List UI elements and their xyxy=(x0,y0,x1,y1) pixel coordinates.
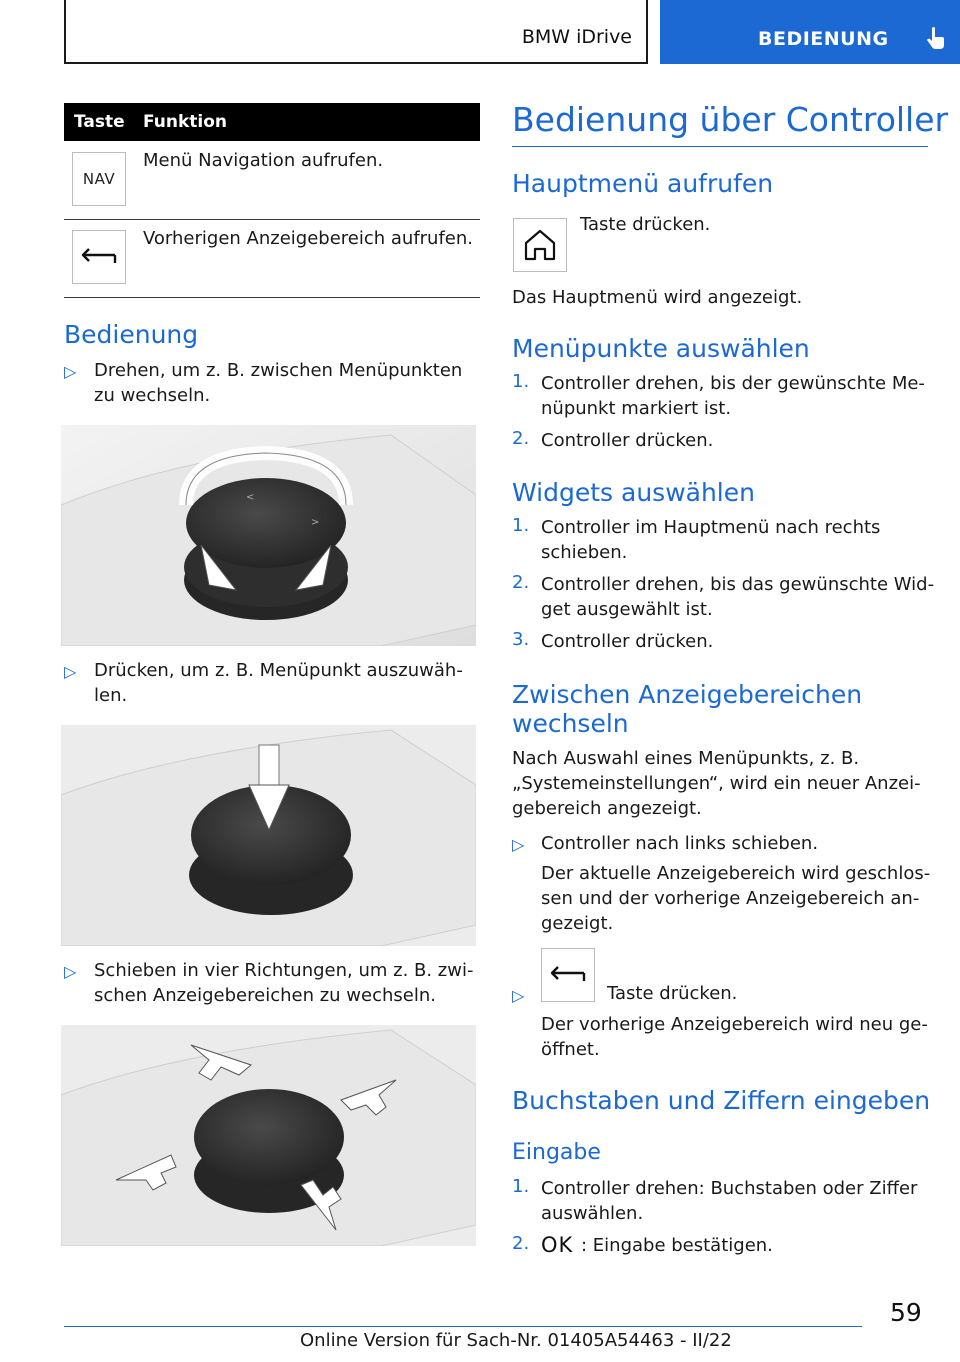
nav-key-icon xyxy=(72,152,126,206)
controller-rotate-illustration xyxy=(61,425,476,646)
home-icon xyxy=(514,219,566,271)
header-left-tab xyxy=(64,0,648,64)
bullet-marker: ▷ xyxy=(64,962,77,981)
bullet-marker: ▷ xyxy=(64,662,77,681)
step-text: Controller im Hauptmenü nach rechts xyxy=(541,517,881,538)
step-number: 2. xyxy=(512,428,530,449)
step-text: : Eingabe bestätigen. xyxy=(581,1235,773,1256)
step-number: 1. xyxy=(512,1176,530,1197)
bullet-marker: ▷ xyxy=(512,986,525,1005)
section-heading-anzeigebereiche: Zwischen Anzeigebereichen xyxy=(512,680,863,709)
back-arrow-icon xyxy=(73,231,125,283)
title-underline xyxy=(512,146,928,147)
step-text: Controller drehen, bis der gewünschte Me- xyxy=(541,373,925,394)
section-heading-eingeben: Buchstaben und Ziffern eingeben xyxy=(512,1086,931,1115)
controller-push-illustration xyxy=(61,1025,476,1246)
page-number: 59 xyxy=(890,1298,922,1327)
table-row-divider xyxy=(64,219,480,220)
intro-text: „Systemeinstellungen“, wird ein neuer Anzei- xyxy=(512,773,921,794)
page-title: Bedienung über Controller xyxy=(512,100,949,139)
table-row-divider xyxy=(64,297,480,298)
svg-text:<: < xyxy=(246,492,255,503)
bullet-marker: ▷ xyxy=(512,835,525,854)
list-item-desc: öffnet. xyxy=(541,1039,600,1060)
section-heading-anzeigebereiche-cont: wechseln xyxy=(512,709,629,738)
list-item-desc: Der vorherige Anzeigebereich wird neu ge- xyxy=(541,1014,928,1035)
step-text: schieben. xyxy=(541,542,628,563)
home-key-icon xyxy=(513,218,567,272)
back-arrow-key-icon xyxy=(72,230,126,284)
list-item: Drücken, um z. B. Menüpunkt auszuwäh- xyxy=(94,660,463,681)
back-arrow-icon xyxy=(542,949,594,1001)
list-item: schen Anzeigebereichen zu wechseln. xyxy=(94,985,436,1006)
instruction-text: Taste drücken. xyxy=(580,214,711,235)
list-item: Drehen, um z. B. zwischen Menüpunkten xyxy=(94,360,463,381)
footer-rule xyxy=(64,1326,862,1327)
hand-pointer-icon xyxy=(922,26,948,52)
list-item: Controller nach links schieben. xyxy=(541,833,819,854)
key-table-header xyxy=(64,103,480,141)
ok-key-label: OK xyxy=(541,1233,574,1257)
step-number: 1. xyxy=(512,515,530,536)
header-chapter-title: BMW iDrive xyxy=(521,26,632,48)
step-number: 3. xyxy=(512,629,530,650)
step-text: Controller drücken. xyxy=(541,631,714,652)
column-function-header: Funktion xyxy=(143,112,228,132)
result-text: Das Hauptmenü wird angezeigt. xyxy=(512,287,803,308)
column-key-header: Taste xyxy=(74,112,125,132)
section-heading-bedienung: Bedienung xyxy=(64,320,199,349)
section-heading-menuepunkte: Menüpunkte auswählen xyxy=(512,334,810,363)
svg-text:>: > xyxy=(311,517,320,528)
step-text: Controller drehen: Buchstaben oder Ziffer xyxy=(541,1178,918,1199)
online-version-note: Online Version für Sach-Nr. 01405A54463 - II/22 xyxy=(300,1330,732,1351)
controller-press-illustration xyxy=(61,725,476,946)
header-section-title: BEDIENUNG xyxy=(758,28,889,50)
controller-rotate-image xyxy=(61,425,476,646)
intro-text: gebereich angezeigt. xyxy=(512,798,702,819)
bullet-marker: ▷ xyxy=(64,362,77,381)
header-section-tab xyxy=(660,0,960,64)
list-item-desc: sen und der vorherige Anzeigebereich an- xyxy=(541,888,920,909)
step-text: get ausgewählt ist. xyxy=(541,599,713,620)
step-text: Controller drehen, bis das gewünschte Wid- xyxy=(541,574,935,595)
instruction-text: Taste drücken. xyxy=(607,983,738,1004)
section-heading-hauptmenue: Hauptmenü aufrufen xyxy=(512,169,774,198)
section-heading-widgets: Widgets auswählen xyxy=(512,478,755,507)
back-arrow-key-icon xyxy=(541,948,595,1002)
step-text: auswählen. xyxy=(541,1203,644,1224)
table-row-function: Menü Navigation aufrufen. xyxy=(143,150,384,171)
subheading-eingabe: Eingabe xyxy=(512,1140,601,1165)
list-item-desc: gezeigt. xyxy=(541,913,614,934)
step-number: 1. xyxy=(512,371,530,392)
list-item-desc: Der aktuelle Anzeigebereich wird geschlos- xyxy=(541,863,931,884)
intro-text: Nach Auswahl eines Menüpunkts, z. B. xyxy=(512,748,860,769)
step-text: nüpunkt markiert ist. xyxy=(541,398,732,419)
step-number: 2. xyxy=(512,1233,530,1254)
nav-key-label: NAV xyxy=(82,170,116,188)
controller-press-image xyxy=(61,725,476,946)
table-row-function: Vorherigen Anzeigebereich aufrufen. xyxy=(143,228,474,249)
controller-push-image xyxy=(61,1025,476,1246)
list-item: Schieben in vier Richtungen, um z. B. zwi- xyxy=(94,960,474,981)
list-item: zu wechseln. xyxy=(94,385,211,406)
step-text: Controller drücken. xyxy=(541,430,714,451)
list-item: len. xyxy=(94,685,128,706)
step-number: 2. xyxy=(512,572,530,593)
